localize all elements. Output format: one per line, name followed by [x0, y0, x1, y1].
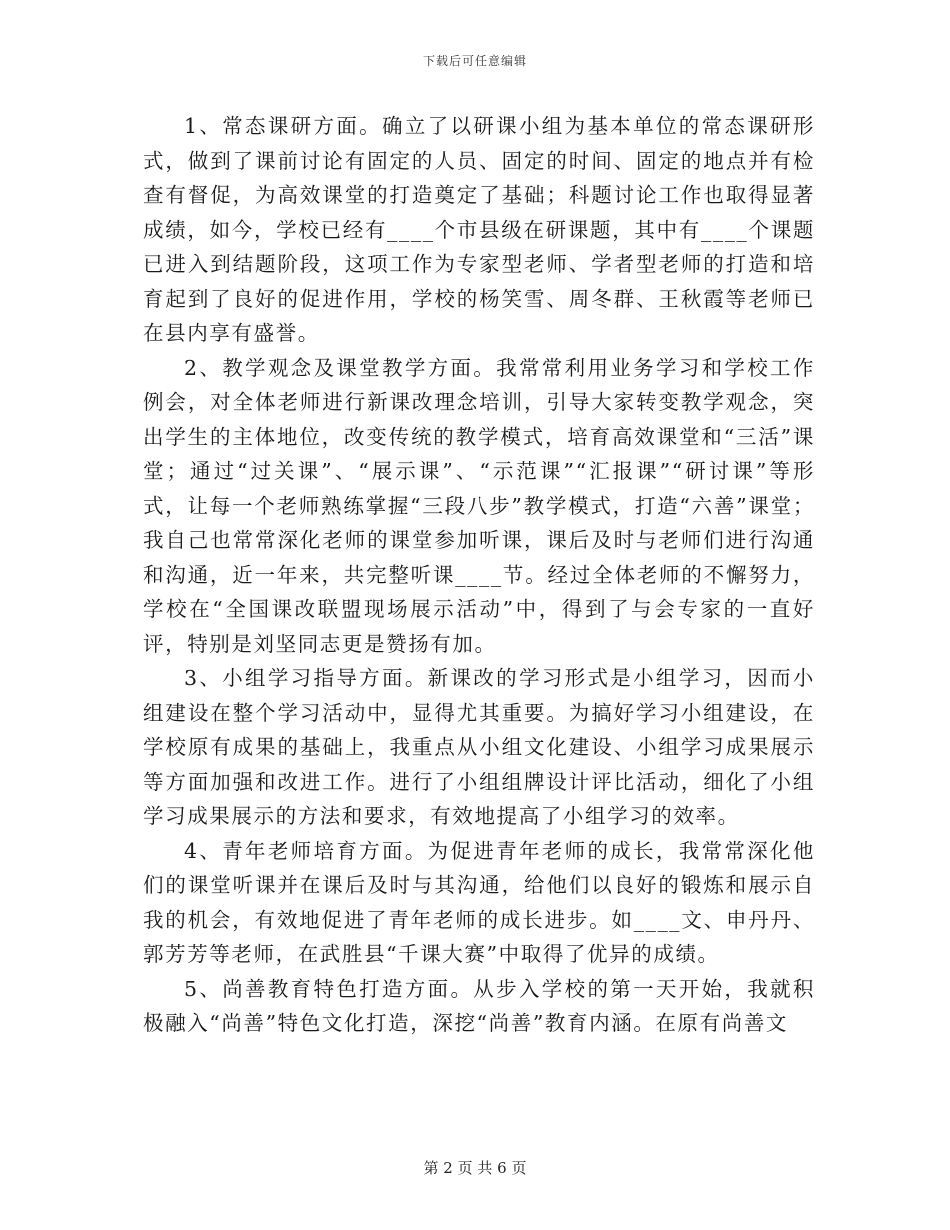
paragraph-group-learning: 3、小组学习指导方面。新课改的学习形式是小组学习，因而小组建设在整个学习活动中，显得尤其重要。为搞好学习小组建设，在学校原有成果的基础上，我重点从小组文化建设、小组学习成果展示等方面加强和改进工作。进行了小组组牌设计评比活动，细化了小组学习成果展示的方法和要求，有效地提高了小组学习的效率。 — [143, 666, 815, 828]
page-number: 第 2 页 共 6 页 — [423, 1159, 527, 1177]
page-header: 下载后可任意编辑 — [422, 54, 527, 68]
paragraph-teaching-concepts: 2、教学观念及课堂教学方面。我常常利用业务学习和学校工作例会，对全体老师进行新课改理念培训，引导大家转变教学观念，突出学生的主体地位，改变传统的教学模式，培育高效课堂和“三活”课堂；通过“过关课”、“展示课”、“示范课”“汇报课”“研讨课”等形式，让每一个老师熟练掌握“三段八步”教学模式，打造“六善”课堂；我自己也常常深化老师的课堂参加听课，课后及时与老师们进行沟通和沟通，近一年来，共完整听课____节。经过全体老师的不懈努力，学校在“全国课改联盟现场展示活动”中，得到了与会专家的一直好评，特别是刘坚同志更是赞扬有加。 — [143, 355, 815, 656]
document-body — [143, 109, 815, 1041]
paragraph-routine-research: 1、常态课研方面。确立了以研课小组为基本单位的常态课研形式，做到了课前讨论有固定的人员、固定的时间、固定的地点并有检查有督促，为高效课堂的打造奠定了基础；科题讨论工作也取得显著成绩，如今，学校已经有____个市县级在研课题，其中有____个课题已进入到结题阶段，这项工作为专家型老师、学者型老师的打造和培育起到了良好的促进作用，学校的杨笑雪、周冬群、王秋霞等老师已在县内享有盛誉。 — [143, 114, 815, 345]
paragraph-young-teachers: 4、青年老师培育方面。为促进青年老师的成长，我常常深化他们的课堂听课并在课后及时与其沟通，给他们以良好的锻炼和展示自我的机会，有效地促进了青年老师的成长进步。如____文、申丹丹、郭芳芳等老师，在武胜县“千课大赛”中取得了优异的成绩。 — [143, 838, 815, 966]
paragraph-shangshan-education: 5、尚善教育特色打造方面。从步入学校的第一天开始，我就积极融入“尚善”特色文化打造，深挖“尚善”教育内涵。在原有尚善文 — [143, 976, 815, 1035]
